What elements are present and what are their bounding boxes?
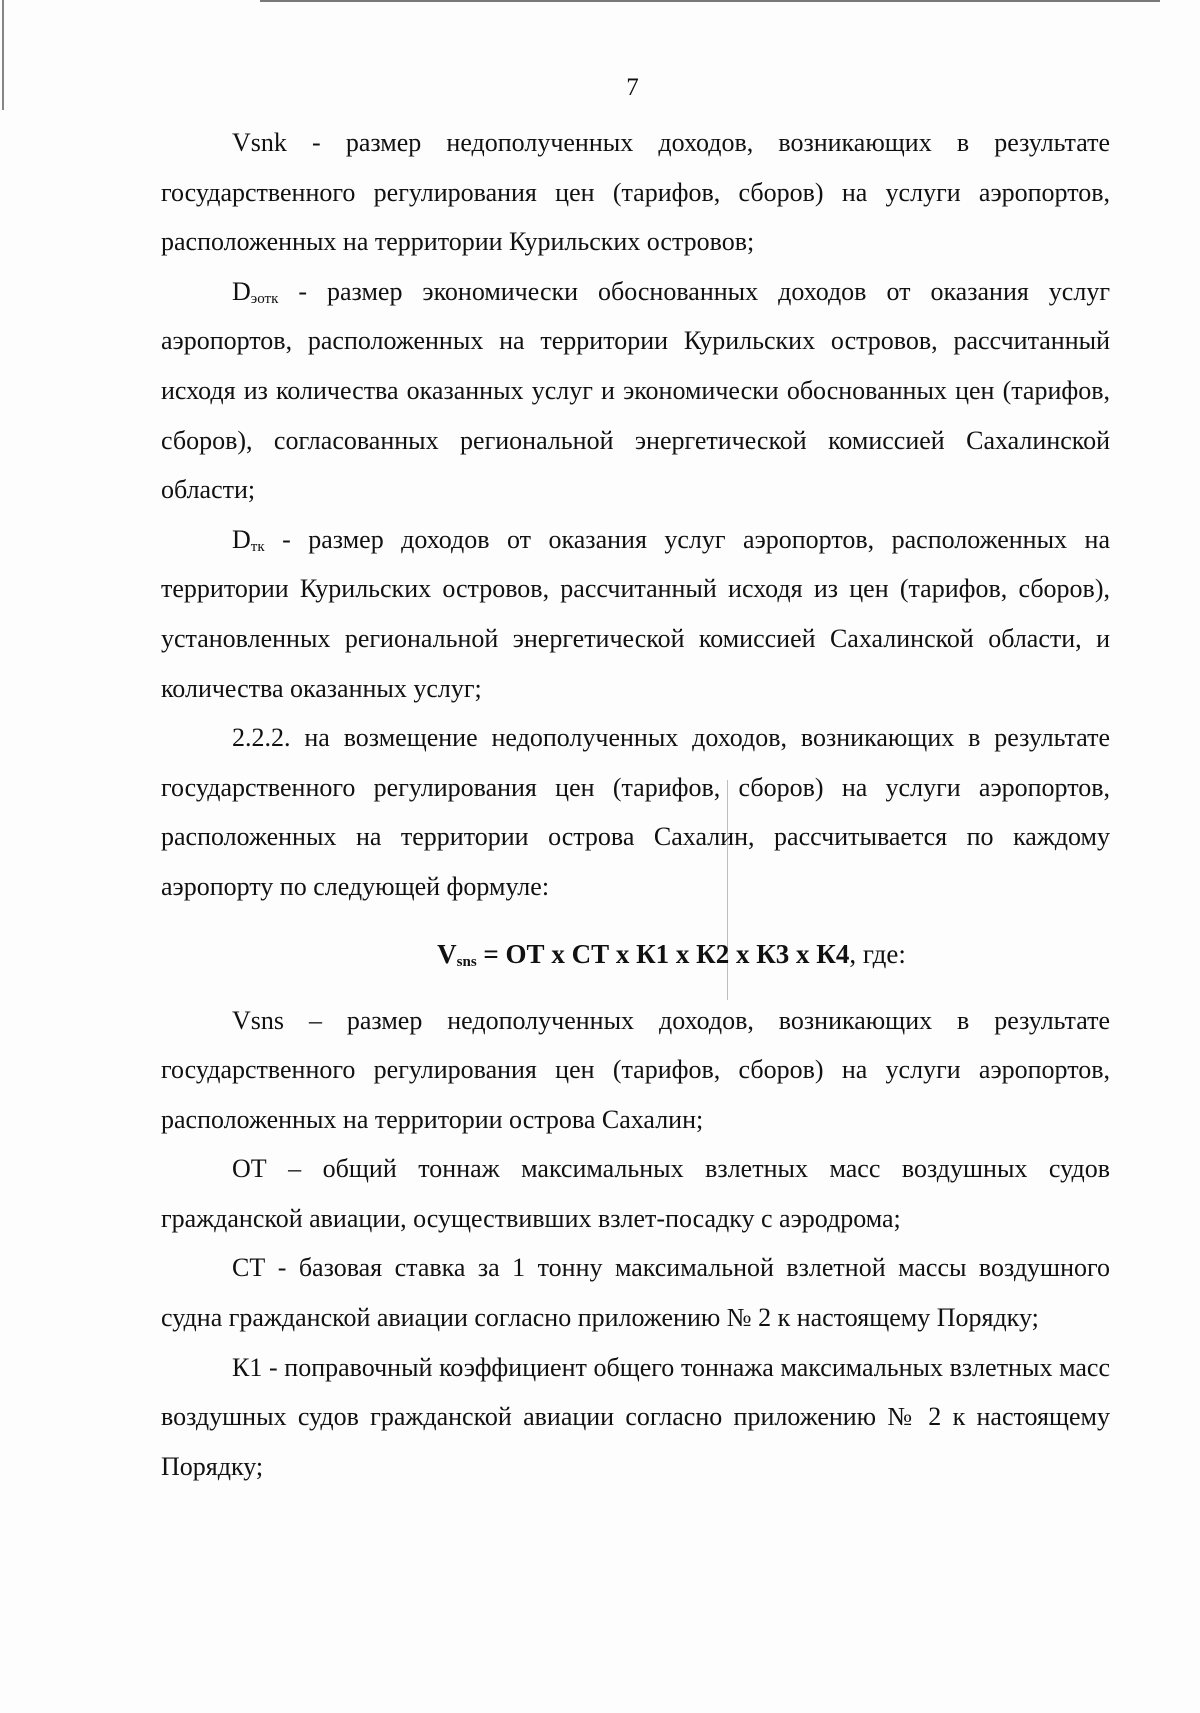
- definition-k1: К1 - поправочный коэффициент общего тоннажа максимальных взлетных масс воздушных судов гражданской авиации согласно приложению № 2 к настоящему Порядку;: [161, 1352, 1110, 1481]
- document-body: [161, 118, 1110, 1491]
- formula-suffix: , где:: [849, 938, 906, 969]
- paragraph-vsnk: [161, 118, 1110, 267]
- definition-st: СТ - базовая ставка за 1 тонну максимальной взлетной массы воздушного судна гражданской авиации согласно приложению № 2 к настоящему Порядку;: [161, 1253, 1110, 1333]
- definition-d-eotk: - размер экономически обоснованных доходов от оказания услуг аэропортов, расположенных на территории Курильских островов, рассчитанный исходя из количества оказанных услуг и экономически обоснованных цен (тарифов, сборов), согласованных региональной энергетической комиссией Сахалинской области;: [161, 276, 1110, 505]
- term-d-eotk-main: D: [232, 276, 251, 306]
- term-d-eotk: [232, 277, 278, 306]
- paragraph-2-2-2: 2.2.2. на возмещение недополученных доходов, возникающих в результате государственного регулирования цен (тарифов, сборов) на услуги аэропортов, расположенных на территории острова Сахалин, рассчитывается по каждому аэропорту по следующей формуле:: [161, 723, 1110, 901]
- formula-variable-main: V: [437, 938, 457, 969]
- formula-variable: [437, 939, 477, 969]
- definition-d-tk: - размер доходов от оказания услуг аэропортов, расположенных на территории Курильских островов, рассчитанный исходя из цен (тарифов, сборов), установленных региональной энергетической комиссией Сахалинской области, и количества оказанных услуг;: [161, 524, 1110, 703]
- term-vsnk: Vsnk: [232, 128, 287, 157]
- definition-vsns: Vsns – размер недополученных доходов, возникающих в результате государственного регулирования цен (тарифов, сборов) на услуги аэропортов, расположенных на территории острова Сахалин;: [161, 1005, 1110, 1134]
- page-number: 7: [626, 74, 639, 101]
- term-d-tk: [232, 525, 265, 554]
- term-d-tk-subscript: тк: [250, 538, 265, 555]
- term-d-eotk-subscript: эотк: [250, 290, 279, 307]
- term-d-tk-main: D: [232, 524, 251, 554]
- scan-edge-top: [260, 0, 1160, 2]
- definition-vsnk: - размер недополученных доходов, возникающих в результате государственного регулирования цен (тарифов, сборов) на услуги аэропортов, расположенных на территории Курильских островов;: [161, 128, 1110, 257]
- paragraph-d-eotk: [161, 267, 1110, 515]
- definition-ot: ОТ – общий тоннаж максимальных взлетных масс воздушных судов гражданской авиации, осуществивших взлет-посадку с аэродрома;: [161, 1154, 1110, 1233]
- paragraph-d-tk: [161, 515, 1110, 713]
- formula-expression: = ОТ х СТ х К1 х К2 х К3 х К4: [476, 938, 850, 969]
- formula-vsns: [161, 927, 1110, 981]
- formula-variable-subscript: sns: [456, 953, 477, 970]
